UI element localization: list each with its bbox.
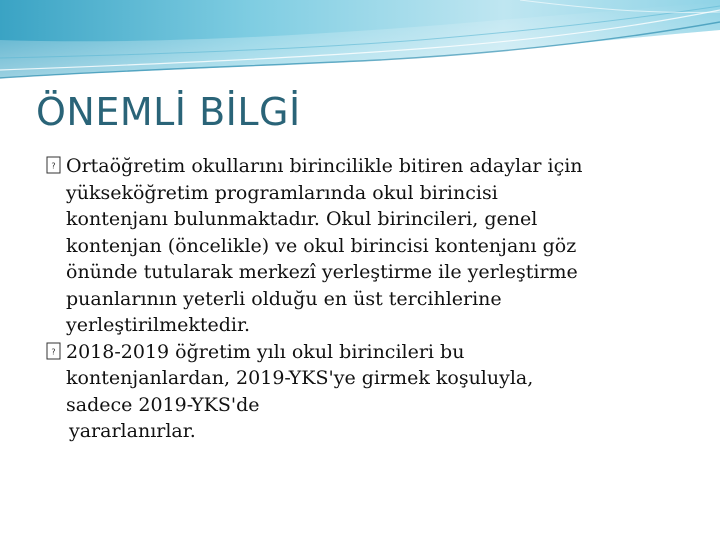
- paragraph-line: kontenjanlardan, 2019-YKS'ye girmek koşuluyla,: [66, 367, 534, 389]
- paragraph-line: yükseköğretim programlarında okul birincisi: [66, 181, 498, 204]
- slide-body: [46, 153, 686, 445]
- paragraph-line: 2018-2019 öğretim yılı okul birincileri bu: [66, 340, 465, 363]
- svg-text:?: ?: [51, 347, 56, 356]
- svg-text:?: ?: [51, 161, 56, 171]
- paragraph-line: kontenjan (öncelikle) ve okul birincisi kontenjanı göz: [66, 234, 577, 257]
- paragraph-line: kontenjanı bulunmaktadır. Okul birincileri, genel: [66, 208, 538, 230]
- decorative-wave-banner: [0, 0, 720, 90]
- paragraph-line: puanlarının yeterli olduğu en üst tercihlerine: [66, 287, 502, 310]
- paragraph-line: yararlanırlar.: [69, 420, 196, 442]
- paragraph-line: önünde tutularak merkezî yerleştirme ile yerleştirme: [66, 261, 578, 283]
- missing-glyph-icon: [46, 156, 61, 174]
- slide-title: ÖNEMLİ BİLGİ: [36, 90, 301, 134]
- paragraph-line: yerleştirilmektedir.: [66, 314, 251, 336]
- paragraph-2: [46, 339, 686, 445]
- missing-glyph-icon: [46, 342, 61, 360]
- paragraph-1: [46, 153, 686, 339]
- paragraph-line: Ortaöğretim okullarını birincilikle bitiren adaylar için: [66, 155, 583, 177]
- paragraph-line: sadece 2019-YKS'de: [66, 393, 260, 416]
